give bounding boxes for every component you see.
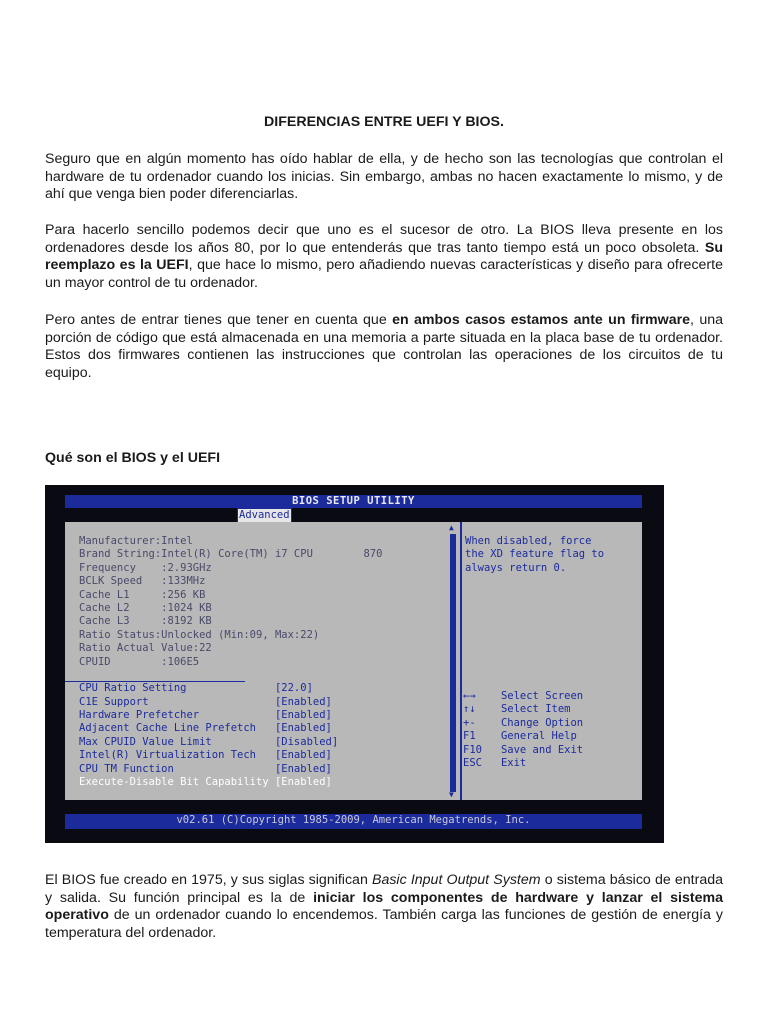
bios-key-action: General Help — [500, 730, 577, 743]
bios-info-line: Ratio Status:Unlocked (Min:09, Max:22) — [79, 628, 320, 641]
bios-key-action: Change Option — [500, 716, 584, 729]
successor-paragraph — [45, 222, 723, 292]
bios-key: ESC — [463, 756, 501, 769]
bios-key: F10 — [463, 743, 501, 756]
bios-info-line: BCLK Speed :133MHz — [79, 575, 206, 588]
bios-key-row — [463, 703, 583, 716]
paragraph-bold-text: iniciar los componentes de hardware y lanzar el sistema operativo — [45, 889, 723, 924]
bios-setting-value: [Enabled] — [274, 749, 332, 762]
bios-setting-value: [Enabled] — [274, 762, 332, 775]
bios-setting-value: [Enabled] — [274, 722, 332, 735]
bios-key-row — [463, 690, 583, 703]
bios-setting-name: Hardware Prefetcher — [79, 709, 275, 722]
bios-settings-list — [79, 535, 382, 789]
bios-copyright-footer: v02.61 (C)Copyright 1985-2009, American Megatrends, Inc. — [65, 814, 642, 829]
bios-info-line: Brand String:Intel(R) Core(TM) i7 CPU 870 — [79, 548, 383, 561]
paragraph-text: El BIOS fue creado en 1975, y sus siglas significan — [45, 872, 372, 888]
paragraph-text: o sistema básico de entrada y salida. Su función principal es la de — [45, 872, 724, 906]
bios-info-line: Cache L1 :256 KB — [79, 588, 206, 601]
bios-key: +- — [463, 716, 501, 729]
bios-info-line: CPUID :106E5 — [79, 655, 200, 668]
bios-setting-name: Intel(R) Virtualization Tech — [79, 749, 275, 762]
bios-setting-value: [22.0] — [274, 682, 313, 695]
bios-key-action: Select Item — [500, 703, 571, 716]
scroll-down-arrow-icon: ▼ — [449, 790, 454, 799]
bios-setting-name: Adjacent Cache Line Prefetch — [79, 722, 275, 735]
paragraph-bold-text: en ambos casos estamos ante un firmware — [392, 312, 691, 328]
bios-scrollbar — [448, 522, 458, 800]
bios-setting-value: [Enabled] — [274, 709, 332, 722]
bios-setting-name: CPU Ratio Setting — [79, 682, 275, 695]
bios-screenshot — [45, 485, 664, 843]
bios-info-line: Ratio Actual Value:22 — [79, 642, 212, 655]
bios-setting-name: CPU TM Function — [79, 762, 275, 775]
bios-setting-row[interactable] — [79, 682, 382, 695]
bios-scroll-thumb — [450, 534, 456, 792]
bios-setting-value: [Enabled] — [274, 776, 332, 789]
bios-setting-value: [Enabled] — [274, 695, 332, 708]
bios-setting-name: Execute-Disable Bit Capability — [79, 776, 275, 789]
scroll-up-arrow-icon: ▲ — [449, 523, 454, 532]
paragraph-italic-text: Basic Input Output System — [371, 872, 541, 888]
bios-key-action: Exit — [500, 756, 527, 769]
bios-info-line: Cache L3 :8192 KB — [79, 615, 212, 628]
bios-key-action: Save and Exit — [500, 743, 584, 756]
paragraph-bold-text: Su reemplazo es la UEFI — [45, 239, 723, 274]
bios-key-legend — [463, 690, 583, 770]
paragraph-text: Pero antes de entrar tienes que tener en cuenta que — [45, 312, 393, 328]
bios-help-text: When disabled, force the XD feature flag to always return 0. — [465, 535, 605, 574]
bios-setting-row[interactable] — [79, 736, 382, 749]
bios-key: ↑↓ — [463, 703, 501, 716]
paragraph-text: de un ordenador cuando lo encendemos. También carga las funciones de gestión de energía y temperatura del ordenador. — [45, 907, 723, 941]
bios-info-line: Frequency :2.93GHz — [79, 561, 212, 574]
bios-setting-row[interactable] — [79, 722, 382, 735]
bios-panel — [65, 522, 642, 800]
bios-help-divider — [65, 681, 245, 682]
bios-setting-name: Max CPUID Value Limit — [79, 735, 275, 748]
document-title: DIFERENCIAS ENTRE UEFI Y BIOS. — [264, 114, 504, 130]
bios-main-panel — [65, 522, 462, 800]
paragraph-text: Para hacerlo sencillo podemos decir que uno es el sucesor de otro. La BIOS lleva presente en los ordenadores desde los años 80, por lo que entenderás que tras tanto tiempo está un poco obsoleta. — [45, 222, 723, 256]
bios-info-line: Cache L2 :1024 KB — [79, 601, 212, 614]
bios-setting-row[interactable] — [79, 696, 382, 709]
bios-key-action: Select Screen — [500, 690, 584, 702]
bios-key-row — [463, 744, 583, 757]
bios-key: F1 — [463, 730, 501, 743]
intro-paragraph: Seguro que en algún momento has oído hablar de ella, y de hecho son las tecnologías que controlan el hardware de tu ordenador cuando los inicias. Sin embargo, ambas no hacen exactamente lo mismo, y de ahí que venga bien poder diferenciarlas. — [45, 151, 723, 203]
paragraph-text: , una porción de código que está almacenada en una memoria a parte situada en la placa base de tu ordenador. Estos dos firmwares contienen las instrucciones que controlan las operaciones de los circuitos de tu equipo. — [45, 312, 723, 381]
bios-setting-row[interactable] — [79, 763, 382, 776]
bios-tab-advanced: Advanced — [237, 508, 292, 524]
bios-title-bar: BIOS SETUP UTILITY — [65, 495, 642, 508]
firmware-paragraph — [45, 312, 723, 382]
bios-definition-paragraph — [45, 872, 723, 942]
bios-info-line: Manufacturer:Intel — [79, 535, 193, 547]
bios-setting-row[interactable] — [79, 709, 382, 722]
bios-key: ←→ — [463, 690, 501, 702]
bios-setting-value: [Disabled] — [274, 735, 339, 748]
bios-setting-name: C1E Support — [79, 695, 275, 708]
bios-setting-row[interactable] — [79, 776, 382, 789]
bios-setting-row[interactable] — [79, 749, 382, 762]
bios-key-row — [463, 717, 583, 730]
section-heading: Qué son el BIOS y el UEFI — [45, 450, 221, 466]
bios-key-row — [463, 730, 583, 743]
paragraph-text: , que hace lo mismo, pero añadiendo nuevas características y diseño para ofrecerte un mayor control de tu ordenador. — [45, 257, 723, 291]
bios-key-row — [463, 757, 583, 770]
